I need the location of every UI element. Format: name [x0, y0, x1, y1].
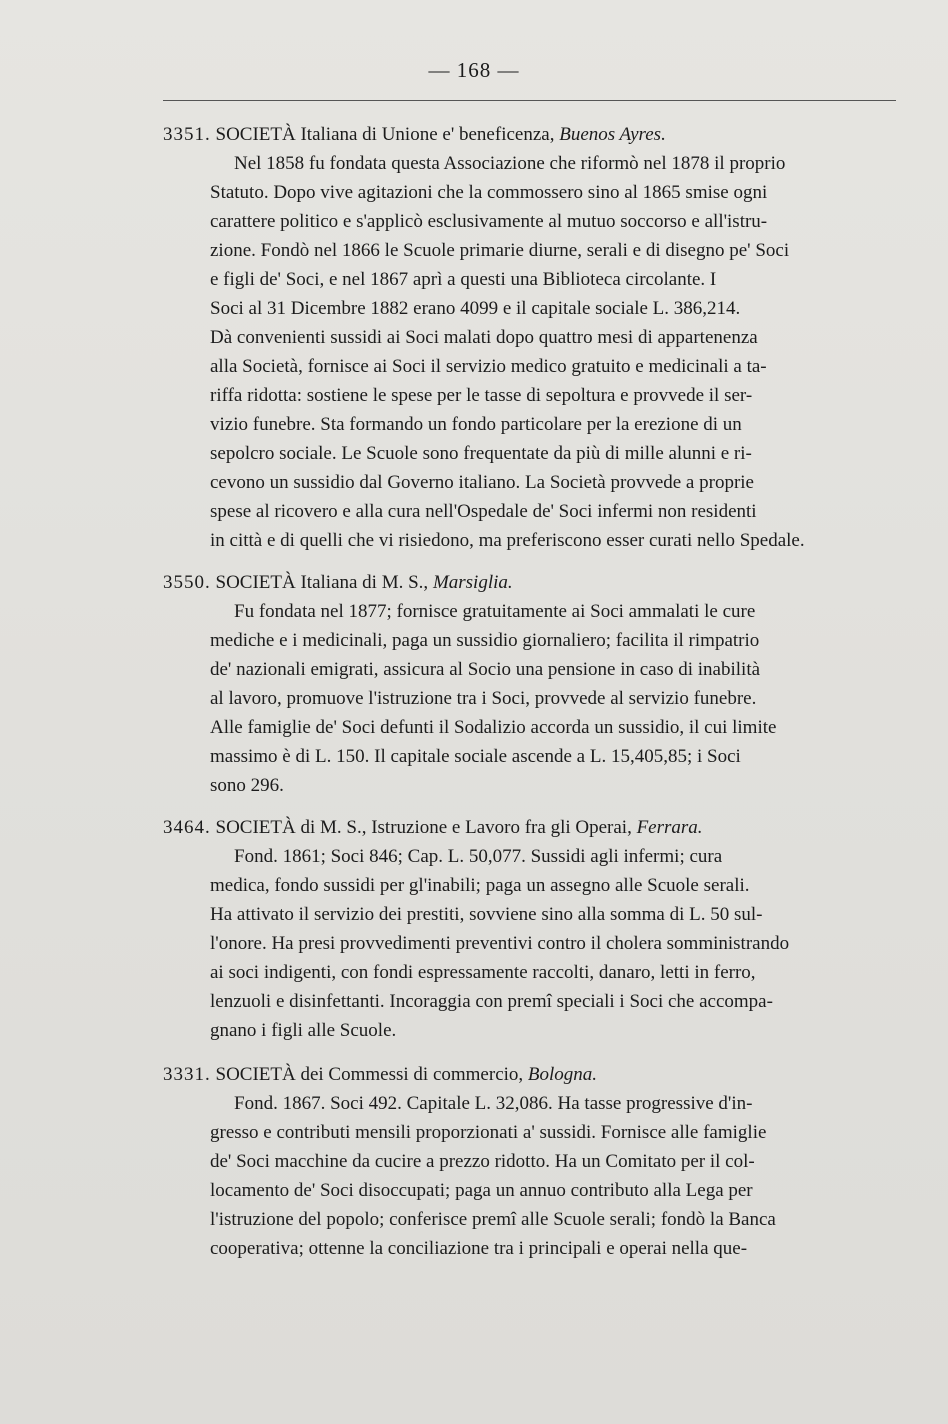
- text-line: gnano i figli alle Scuole.: [210, 1020, 397, 1041]
- text-line: zione. Fondò nel 1866 le Scuole primarie diurne, serali e di disegno pe' Soci: [210, 240, 790, 261]
- entry-city: Buenos Ayres.: [559, 124, 666, 145]
- entry-title: SOCIETÀ Italiana di Unione e' beneficenza,: [215, 124, 555, 145]
- text-line: sepolcro sociale. Le Scuole sono frequentate da più di mille alunni e ri-: [210, 443, 752, 464]
- entry-city: Marsiglia.: [432, 572, 513, 593]
- entry-title-row: [0, 568, 948, 597]
- text-line: in città e di quelli che vi risiedono, ma preferiscono esser curati nello Spedale.: [210, 530, 805, 551]
- text-line: Fond. 1861; Soci 846; Cap. L. 50,077. Sussidi agli infermi; cura: [234, 846, 723, 867]
- text-line: e figli de' Soci, e nel 1867 aprì a questi una Biblioteca circolante. I: [210, 269, 717, 290]
- text-line: de' Soci macchine da cucire a prezzo ridotto. Ha un Comitato per il col-: [210, 1151, 755, 1172]
- page-number: — 168 —: [428, 58, 520, 82]
- entry-number: 3464.: [163, 817, 211, 838]
- entry-city: Ferrara.: [636, 817, 703, 838]
- entry-title-row: [0, 813, 948, 842]
- text-line: vizio funebre. Sta formando un fondo particolare per la erezione di un: [210, 414, 742, 435]
- entry-city: Bologna.: [527, 1064, 598, 1085]
- text-line: alla Società, fornisce ai Soci il servizio medico gratuito e medicinali a ta-: [210, 356, 767, 377]
- entry-number: 3351.: [163, 124, 211, 145]
- entry-3464: [0, 813, 948, 1045]
- text-line: lenzuoli e disinfettanti. Incoraggia con premî speciali i Soci che accompa-: [210, 991, 773, 1012]
- text-line: Statuto. Dopo vive agitazioni che la commossero sino al 1865 smise ogni: [210, 182, 768, 203]
- text-line: sono 296.: [210, 775, 284, 796]
- entry-3550: [0, 568, 948, 800]
- text-line: massimo è di L. 150. Il capitale sociale ascende a L. 15,405,85; i Soci: [210, 746, 741, 767]
- text-line: de' nazionali emigrati, assicura al Socio una pensione in caso di inabilità: [210, 659, 761, 680]
- text-line: l'onore. Ha presi provvedimenti preventivi contro il cholera somministrando: [210, 933, 790, 954]
- text-line: Dà convenienti sussidi ai Soci malati dopo quattro mesi di appartenenza: [210, 327, 758, 348]
- text-line: al lavoro, promuove l'istruzione tra i Soci, provvede al servizio funebre.: [210, 688, 757, 709]
- header-rule: [163, 100, 896, 101]
- entry-3351: [0, 120, 948, 555]
- text-line: mediche e i medicinali, paga un sussidio giornaliero; facilita il rimpatrio: [210, 630, 760, 651]
- text-line: ai soci indigenti, con fondi espressamente raccolti, danaro, letti in ferro,: [210, 962, 756, 983]
- entry-title-row: [0, 120, 948, 149]
- text-line: cooperativa; ottenne la conciliazione tra i principali e operai nella que-: [210, 1238, 748, 1259]
- text-line: spese al ricovero e alla cura nell'Ospedale de' Soci infermi non residenti: [210, 501, 757, 522]
- text-line: locamento de' Soci disoccupati; paga un annuo contributo alla Lega per: [210, 1180, 753, 1201]
- text-line: medica, fondo sussidi per gl'inabili; paga un assegno alle Scuole serali.: [210, 875, 750, 896]
- text-line: l'istruzione del popolo; conferisce premî alle Scuole serali; fondò la Banca: [210, 1209, 776, 1230]
- text-line: Alle famiglie de' Soci defunti il Sodalizio accorda un sussidio, il cui limite: [210, 717, 777, 738]
- entry-number: 3550.: [163, 572, 211, 593]
- entry-3331: [0, 1060, 948, 1263]
- entry-title: SOCIETÀ Italiana di M. S.,: [215, 572, 429, 593]
- text-line: Ha attivato il servizio dei prestiti, sovviene sino alla somma di L. 50 sul-: [210, 904, 763, 925]
- text-line: Fu fondata nel 1877; fornisce gratuitamente ai Soci ammalati le cure: [234, 601, 756, 622]
- text-line: gresso e contributi mensili proporzionati a' sussidi. Fornisce alle famiglie: [210, 1122, 767, 1143]
- entry-title: SOCIETÀ di M. S., Istruzione e Lavoro fra gli Operai,: [215, 817, 632, 838]
- entry-title-row: [0, 1060, 948, 1089]
- text-line: cevono un sussidio dal Governo italiano. La Società provvede a proprie: [210, 472, 754, 493]
- text-line: Soci al 31 Dicembre 1882 erano 4099 e il capitale sociale L. 386,214.: [210, 298, 741, 319]
- text-line: Fond. 1867. Soci 492. Capitale L. 32,086. Ha tasse progressive d'in-: [234, 1093, 753, 1114]
- text-line: carattere politico e s'applicò esclusivamente al mutuo soccorso e all'istru-: [210, 211, 768, 232]
- entry-title: SOCIETÀ dei Commessi di commercio,: [215, 1064, 524, 1085]
- text-line: riffa ridotta: sostiene le spese per le tasse di sepoltura e provvede il ser-: [210, 385, 753, 406]
- text-line: Nel 1858 fu fondata questa Associazione che riformò nel 1878 il proprio: [234, 153, 786, 174]
- entry-number: 3331.: [163, 1064, 211, 1085]
